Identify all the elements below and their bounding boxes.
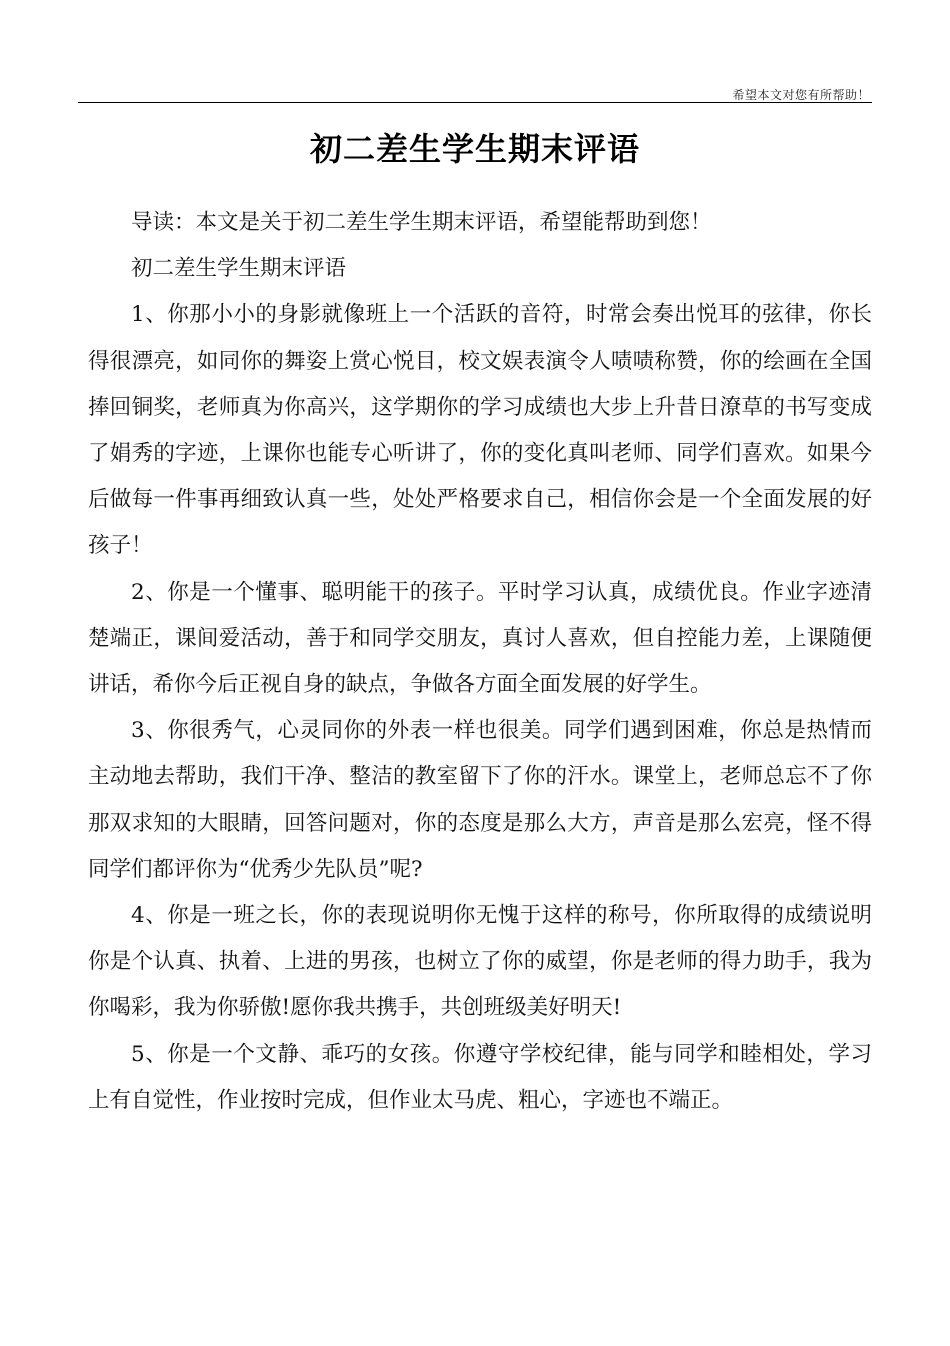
- header-note: 希望本文对您有所帮助！: [732, 88, 870, 102]
- comment-paragraph-2: 2、你是一个懂事、聪明能干的孩子。平时学习认真，成绩优良。作业字迹清楚端正，课间爱活动，善于和同学交朋友，真讨人喜欢，但自控能力差，上课随便讲话，希你今后正视自身的缺点，争做各方面全面发展的好学生。: [88, 579, 872, 698]
- header-divider: [78, 102, 872, 103]
- document-body: [88, 200, 872, 1124]
- comment-paragraph-5: 5、你是一个文静、乖巧的女孩。你遵守学校纪律，能与同学和睦相处，学习上有自觉性，作业按时完成，但作业太马虎、粗心，字迹也不端正。: [88, 1041, 872, 1113]
- comment-paragraph-4: 4、你是一班之长，你的表现说明你无愧于这样的称号，你所取得的成绩说明你是个认真、执着、上进的男孩，也树立了你的威望，你是老师的得力助手，我为你喝彩，我为你骄傲!愿你我共携手，共创班级美好明天!: [88, 903, 872, 1021]
- intro-paragraph: 导读：本文是关于初二差生学生期末评语，希望能帮助到您！: [131, 210, 712, 235]
- section-heading: 初二差生学生期末评语: [131, 256, 347, 282]
- comment-paragraph-3: 3、你很秀气，心灵同你的外表一样也很美。同学们遇到困难，你总是热情而主动地去帮助，我们干净、整洁的教室留下了你的汗水。课堂上，老师总忘不了你那双求知的大眼睛，回答问题对，你的态度是那么大方，声音是那么宏亮，怪不得同学们都评你为“优秀少先队员”呢?: [88, 718, 872, 882]
- comment-paragraph-1: 1、你那小小的身影就像班上一个活跃的音符，时常会奏出悦耳的弦律，你长得很漂亮，如同你的舞姿上赏心悦目，校文娱表演令人啧啧称赞，你的绘画在全国捧回铜奖，老师真为你高兴，这学期你的学习成绩也大步上升昔日潦草的书写变成了娟秀的字迹，上课你也能专心听讲了，你的变化真叫老师、同学们喜欢。如果今后做每一件事再细致认真一些，处处严格要求自己，相信你会是一个全面发展的好孩子！: [88, 302, 872, 559]
- document-title: 初二差生学生期末评语: [309, 130, 640, 168]
